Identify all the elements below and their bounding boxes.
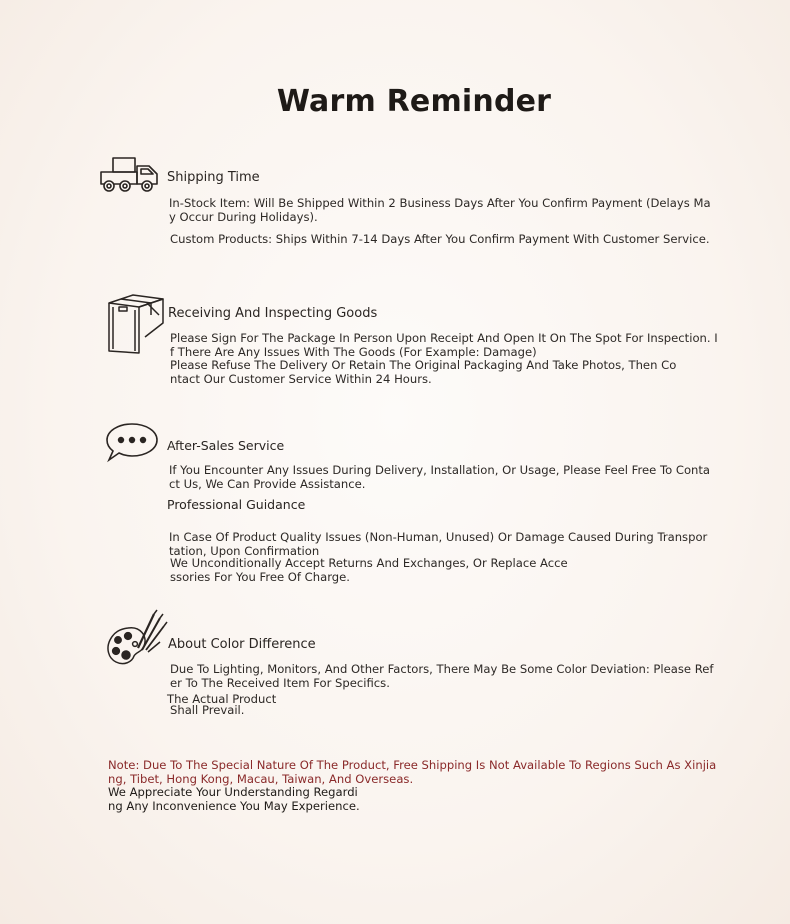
package-icon [105,293,167,355]
appreciation-text: We Appreciate Your Understanding Regardi ng Any Inconvenience You May Experience. [108,785,360,813]
color-heading: About Color Difference [168,637,316,652]
after-sales-heading: After-Sales Service [167,438,285,453]
receiving-sign-text: Please Sign For The Package In Person Upon Receipt And Open It On The Spot For Inspection. I f There Are Any Issues With The Goods (For Example: Damage) [170,331,718,359]
shipping-instock-text: In-Stock Item: Will Be Shipped Within 2 Business Days After You Confirm Payment (Delays Ma y Occur During Holidays). [169,196,711,224]
page-title: Warm Reminder [276,84,552,119]
color-prevail-text: Shall Prevail. [170,703,245,717]
shipping-custom-text: Custom Products: Ships Within 7-14 Days After You Confirm Payment With Customer Service. [170,232,710,246]
after-sales-returns-text: We Unconditionally Accept Returns And Exchanges, Or Replace Acce ssories For You Free Of Charge. [170,556,568,584]
palette-icon [104,608,168,668]
truck-icon [99,156,163,194]
after-sales-contact-text: If You Encounter Any Issues During Delivery, Installation, Or Usage, Please Feel Free To Conta ct Us, We Can Provide Assistance. [169,463,711,491]
receiving-heading: Receiving And Inspecting Goods [168,306,378,321]
color-actual-product-text: The Actual Product [167,692,277,706]
shipping-note: Note: Due To The Special Nature Of The Product, Free Shipping Is Not Available To Regions Such As Xinjia ng, Tibet, Hong Kong, Macau, Taiwan, And Overseas. [108,758,717,786]
receiving-refuse-text: Please Refuse The Delivery Or Retain The Original Packaging And Take Photos, Then Co ntact Our Customer Service Within 24 Hours. [170,358,677,386]
chat-bubble-icon [105,422,159,464]
professional-guidance-subheading: Professional Guidance [167,497,306,512]
color-deviation-text: Due To Lighting, Monitors, And Other Factors, There May Be Some Color Deviation: Please Ref er To The Received Item For Specifics. [170,662,714,690]
shipping-heading: Shipping Time [167,170,260,185]
after-sales-quality-text: In Case Of Product Quality Issues (Non-Human, Unused) Or Damage Caused During Transpor tation, Upon Confirmation [169,530,708,558]
